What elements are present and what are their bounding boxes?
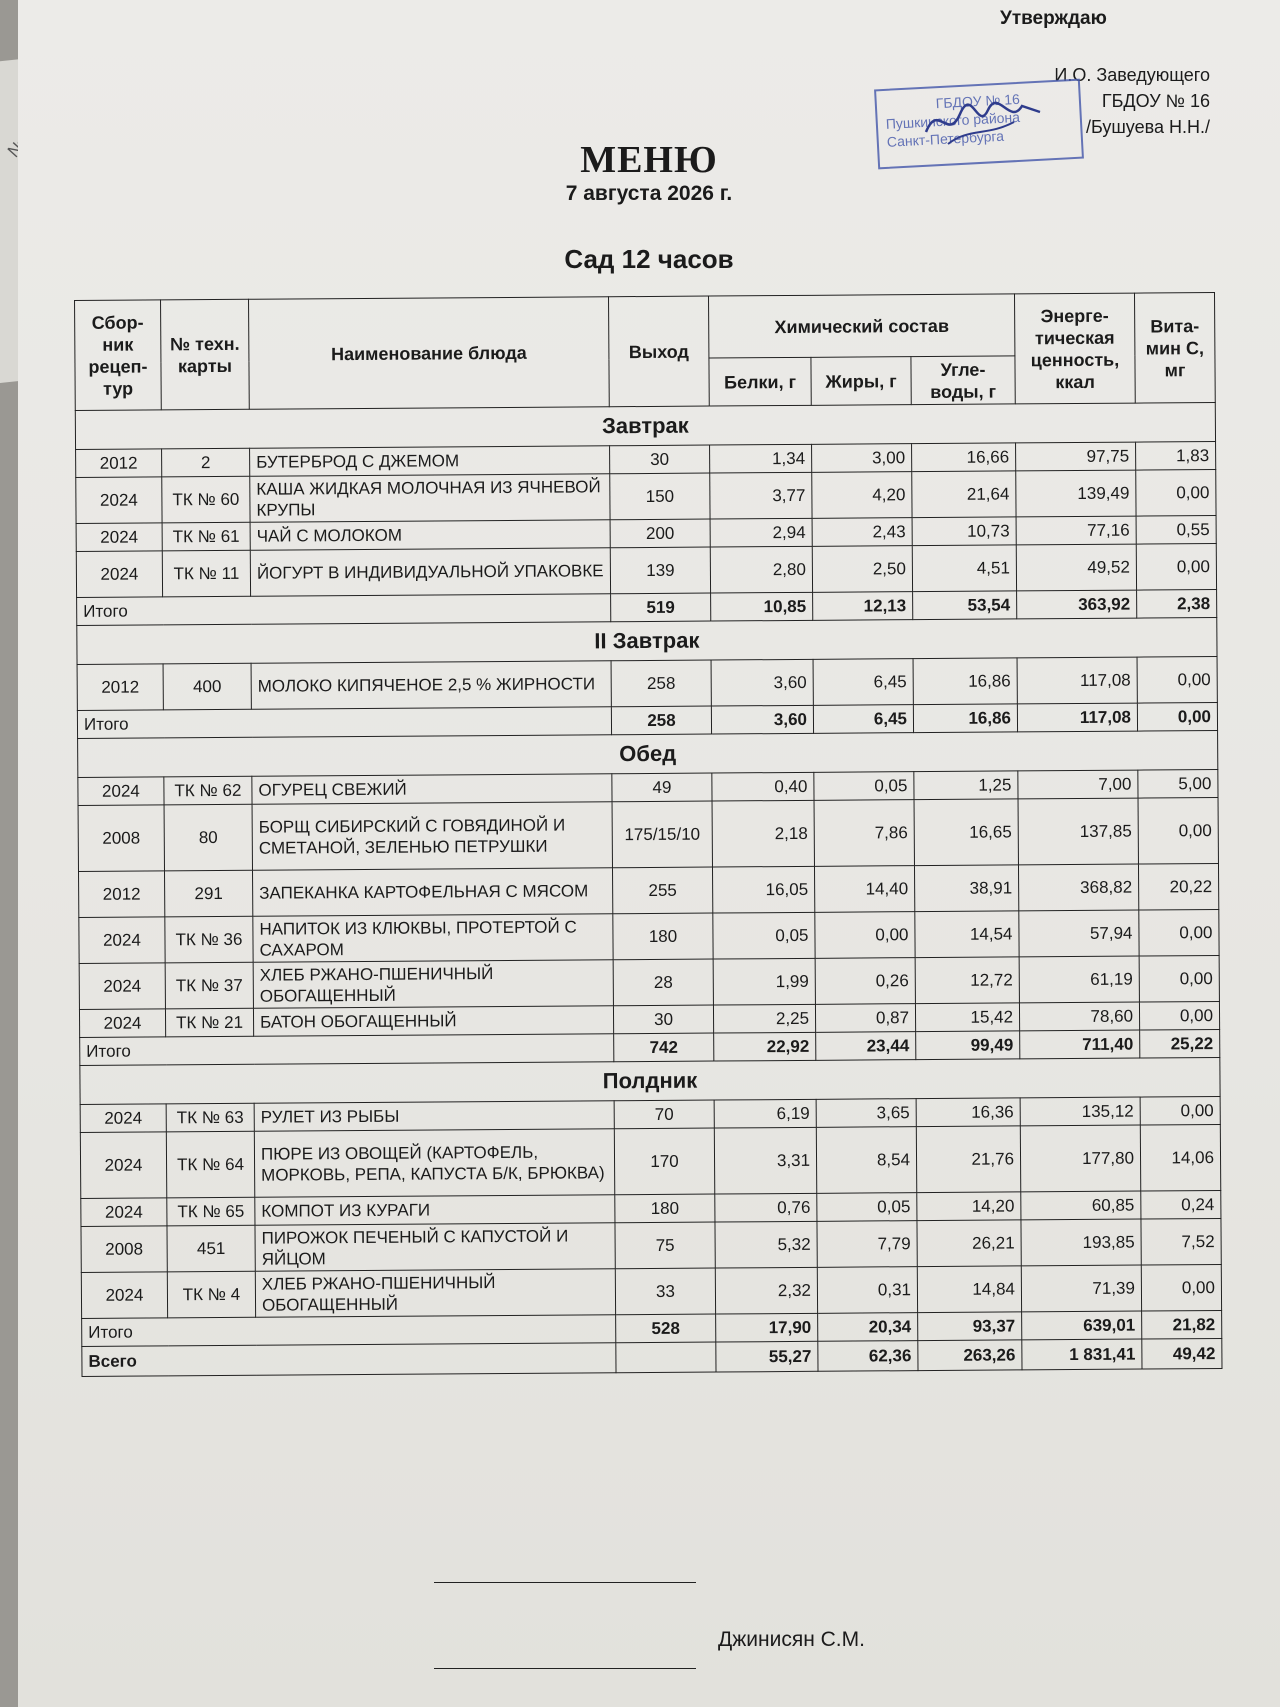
protein-cell: 5,32 — [715, 1221, 817, 1268]
card-cell: ТК № 4 — [167, 1271, 255, 1318]
card-cell: ТК № 61 — [162, 522, 250, 551]
yield-cell: 139 — [610, 547, 710, 594]
fat-cell: 2,43 — [812, 518, 912, 547]
carbs-cell: 14,20 — [917, 1192, 1021, 1221]
dish-name-cell: ХЛЕБ РЖАНО-ПШЕНИЧНЫЙ ОБОГАЩЕННЫЙ — [255, 1269, 615, 1318]
section-title: II Завтрак — [77, 618, 1217, 665]
yield-cell: 200 — [610, 519, 710, 548]
card-cell: 2 — [162, 448, 250, 477]
yield-cell: 30 — [610, 445, 710, 474]
protein-cell: 2,80 — [710, 546, 812, 593]
section-title: Обед — [78, 731, 1218, 778]
fat-cell: 8,54 — [816, 1127, 916, 1194]
fat-cell: 0,05 — [814, 772, 914, 801]
dish-name-cell: ОГУРЕЦ СВЕЖИЙ — [252, 774, 612, 805]
col-yield: Выход — [609, 296, 710, 407]
col-carbs: Угле-воды, г — [911, 356, 1015, 405]
page-title: МЕНЮ — [580, 139, 718, 181]
dish-name-cell: ПЮРЕ ИЗ ОВОЩЕЙ (КАРТОФЕЛЬ, МОРКОВЬ, РЕПА, КАПУСТА Б/К, БРЮКВА) — [254, 1129, 614, 1198]
protein-cell: 55,27 — [716, 1341, 818, 1372]
card-cell: ТК № 36 — [165, 916, 253, 963]
vitc-cell: 0,00 — [1138, 798, 1218, 865]
total-label: Итого — [77, 594, 611, 626]
yield-cell: 70 — [614, 1100, 714, 1129]
protein-cell: 3,31 — [714, 1127, 816, 1194]
collection-cell: 2024 — [76, 477, 162, 524]
card-cell: ТК № 62 — [164, 776, 252, 805]
col-protein: Белки, г — [709, 357, 811, 406]
vitc-cell: 25,22 — [1140, 1030, 1220, 1059]
carbs-cell: 10,73 — [912, 517, 1016, 546]
table-row — [81, 1218, 1221, 1272]
dish-name-cell: КАША ЖИДКАЯ МОЛОЧНАЯ ИЗ ЯЧНЕВОЙ КРУПЫ — [250, 474, 610, 523]
vitc-cell: 0,00 — [1139, 956, 1219, 1003]
fat-cell: 0,05 — [817, 1193, 917, 1222]
carbs-cell: 14,84 — [917, 1266, 1021, 1313]
yield-cell: 258 — [611, 660, 711, 707]
yield-cell: 75 — [615, 1222, 715, 1269]
dish-name-cell: БОРЩ СИБИРСКИЙ С ГОВЯДИНОЙ И СМЕТАНОЙ, ЗЕЛЕНЬЮ ПЕТРУШКИ — [252, 802, 612, 871]
yield-cell — [616, 1342, 716, 1373]
energy-cell: 60,85 — [1021, 1191, 1141, 1220]
card-cell: ТК № 63 — [166, 1103, 254, 1132]
protein-cell: 2,94 — [710, 518, 812, 547]
approver-position: И.О. Заведующего — [1054, 65, 1210, 85]
fat-cell: 3,65 — [816, 1099, 916, 1128]
energy-cell: 61,19 — [1019, 956, 1139, 1003]
fat-cell: 14,40 — [814, 866, 914, 913]
vitc-cell: 21,82 — [1142, 1310, 1222, 1339]
table-row — [77, 657, 1217, 711]
energy-cell: 49,52 — [1016, 544, 1136, 591]
table-row — [79, 910, 1219, 964]
fat-cell: 20,34 — [818, 1313, 918, 1342]
energy-cell: 711,40 — [1020, 1030, 1140, 1059]
protein-cell: 10,85 — [711, 592, 813, 621]
collection-cell: 2024 — [80, 1104, 166, 1133]
vitc-cell: 0,00 — [1136, 470, 1216, 517]
total-label: Итого — [80, 1034, 614, 1066]
protein-cell: 16,05 — [712, 866, 814, 913]
table-row — [79, 956, 1219, 1010]
protein-cell: 0,05 — [713, 912, 815, 959]
yield-cell: 175/15/10 — [612, 801, 712, 868]
approver-name: /Бушуева Н.Н./ — [1085, 117, 1210, 137]
energy-cell: 78,60 — [1019, 1002, 1139, 1031]
carbs-cell: 93,37 — [918, 1312, 1022, 1341]
energy-cell: 7,00 — [1018, 770, 1138, 799]
fat-cell: 6,45 — [813, 659, 913, 706]
fat-cell: 6,45 — [813, 705, 913, 734]
protein-cell: 6,19 — [714, 1099, 816, 1128]
vitc-cell: 0,00 — [1139, 1002, 1219, 1031]
fat-cell: 0,26 — [815, 958, 915, 1005]
carbs-cell: 263,26 — [918, 1340, 1022, 1371]
card-cell: ТК № 11 — [162, 550, 250, 597]
total-label: Итого — [77, 707, 611, 739]
card-cell: ТК № 65 — [167, 1197, 255, 1226]
dish-name-cell: НАПИТОК ИЗ КЛЮКВЫ, ПРОТЕРТОЙ С САХАРОМ — [253, 914, 613, 963]
yield-cell: 33 — [615, 1268, 715, 1315]
energy-cell: 71,39 — [1021, 1265, 1141, 1312]
yield-cell: 255 — [612, 867, 712, 914]
dish-name-cell: ЙОГУРТ В ИНДИВИДУАЛЬНОЙ УПАКОВКЕ — [250, 548, 610, 597]
organization-name: ГБДОУ № 16 — [1101, 91, 1210, 111]
energy-cell: 363,92 — [1017, 590, 1137, 619]
vitc-cell: 0,00 — [1136, 544, 1216, 591]
card-cell: 291 — [165, 870, 253, 917]
fat-cell: 0,31 — [817, 1267, 917, 1314]
protein-cell: 2,32 — [715, 1267, 817, 1314]
dish-name-cell: БУТЕРБРОД С ДЖЕМОМ — [250, 446, 610, 477]
energy-cell: 77,16 — [1016, 516, 1136, 545]
grand-total-label: Всего — [82, 1343, 616, 1377]
table-header — [75, 293, 1216, 411]
energy-cell: 639,01 — [1022, 1311, 1142, 1340]
table-row — [76, 470, 1216, 524]
vitc-cell: 0,00 — [1137, 703, 1217, 732]
vitc-cell: 1,83 — [1136, 442, 1216, 471]
total-label: Итого — [82, 1315, 616, 1347]
vitc-cell: 14,06 — [1140, 1125, 1220, 1192]
energy-cell: 117,08 — [1017, 703, 1137, 732]
vitc-cell: 2,38 — [1137, 590, 1217, 619]
card-cell: 80 — [164, 804, 252, 871]
fat-cell: 2,50 — [812, 546, 912, 593]
carbs-cell: 16,66 — [912, 443, 1016, 472]
yield-cell: 180 — [615, 1194, 715, 1223]
carbs-cell: 26,21 — [917, 1220, 1021, 1267]
protein-cell: 22,92 — [714, 1032, 816, 1061]
fat-cell: 7,86 — [814, 800, 914, 867]
carbs-cell: 4,51 — [912, 545, 1016, 592]
table-row — [76, 544, 1216, 598]
col-energy: Энерге-тическая ценность, ккал — [1014, 293, 1135, 404]
fat-cell: 12,13 — [813, 592, 913, 621]
energy-cell: 368,82 — [1018, 864, 1138, 911]
table-row — [78, 798, 1218, 872]
protein-cell: 0,40 — [712, 772, 814, 801]
fat-cell: 0,87 — [815, 1004, 915, 1033]
vitc-cell: 7,52 — [1141, 1218, 1221, 1265]
carbs-cell: 16,86 — [913, 704, 1017, 733]
carbs-cell: 99,49 — [916, 1031, 1020, 1060]
protein-cell: 1,99 — [713, 958, 815, 1005]
yield-cell: 150 — [610, 473, 710, 520]
dish-name-cell: МОЛОКО КИПЯЧЕНОЕ 2,5 % ЖИРНОСТИ — [251, 661, 611, 710]
table-row — [79, 864, 1219, 918]
card-cell: ТК № 21 — [165, 1008, 253, 1037]
collection-cell: 2008 — [78, 805, 164, 872]
vitc-cell: 0,24 — [1141, 1190, 1221, 1219]
protein-cell: 2,25 — [713, 1004, 815, 1033]
yield-cell: 180 — [613, 913, 713, 960]
protein-cell: 3,60 — [711, 705, 813, 734]
dish-name-cell: РУЛЕТ ИЗ РЫБЫ — [254, 1101, 614, 1132]
card-cell: 451 — [167, 1225, 255, 1272]
collection-cell: 2024 — [78, 777, 164, 806]
collection-cell: 2024 — [76, 551, 162, 598]
yield-cell: 30 — [613, 1005, 713, 1034]
protein-cell: 2,18 — [712, 800, 814, 867]
vitc-cell: 0,00 — [1137, 657, 1217, 704]
col-collection: Сбор-ник рецеп-тур — [75, 300, 162, 411]
table-row — [80, 1125, 1220, 1199]
dish-name-cell: ПИРОЖОК ПЕЧЕНЫЙ С КАПУСТОЙ И ЯЙЦОМ — [255, 1223, 615, 1272]
menu-subtitle: Сад 12 часов — [564, 244, 734, 274]
fat-cell: 4,20 — [812, 472, 912, 519]
menu-page — [18, 0, 1280, 1707]
carbs-cell: 12,72 — [915, 957, 1019, 1004]
collection-cell: 2024 — [80, 1132, 166, 1199]
collection-cell: 2024 — [76, 523, 162, 552]
yield-cell: 528 — [616, 1314, 716, 1343]
menu-date: 7 августа 2026 г. — [565, 182, 733, 205]
collection-cell: 2008 — [81, 1226, 167, 1273]
signature-line — [434, 1582, 696, 1583]
collection-cell: 2024 — [81, 1198, 167, 1227]
protein-cell: 0,76 — [715, 1193, 817, 1222]
protein-cell: 3,60 — [711, 659, 813, 706]
vitc-cell: 0,00 — [1141, 1264, 1221, 1311]
table-row — [81, 1264, 1221, 1318]
energy-cell: 135,12 — [1020, 1097, 1140, 1126]
fat-cell: 23,44 — [816, 1032, 916, 1061]
energy-cell: 137,85 — [1018, 798, 1138, 865]
fat-cell: 62,36 — [818, 1341, 918, 1372]
carbs-cell: 53,54 — [913, 591, 1017, 620]
fat-cell: 3,00 — [812, 444, 912, 473]
col-chem: Химический состав — [709, 294, 1015, 358]
energy-cell: 117,08 — [1017, 657, 1137, 704]
protein-cell: 17,90 — [716, 1313, 818, 1342]
vitc-cell: 0,55 — [1136, 516, 1216, 545]
protein-cell: 1,34 — [710, 444, 812, 473]
approve-label: Утверждаю — [1000, 8, 1107, 29]
dish-name-cell: ХЛЕБ РЖАНО-ПШЕНИЧНЫЙ ОБОГАЩЕННЫЙ — [253, 960, 613, 1009]
vitc-cell: 0,00 — [1139, 910, 1219, 957]
carbs-cell: 1,25 — [914, 771, 1018, 800]
collection-cell: 2012 — [76, 449, 162, 478]
stamp-line: Санкт-Петербурга — [886, 127, 1005, 150]
carbs-cell: 15,42 — [915, 1003, 1019, 1032]
signer-name: Джинисян С.М. — [718, 1628, 865, 1651]
energy-cell: 1 831,41 — [1022, 1339, 1142, 1370]
collection-cell: 2024 — [79, 1009, 165, 1038]
energy-cell: 57,94 — [1019, 910, 1139, 957]
col-name: Наименование блюда — [249, 297, 610, 410]
vitc-cell: 49,42 — [1142, 1338, 1222, 1369]
menu-table — [74, 292, 1222, 1377]
dish-name-cell: ЧАЙ С МОЛОКОМ — [250, 520, 610, 551]
carbs-cell: 16,65 — [914, 799, 1018, 866]
table-body — [75, 403, 1222, 1377]
collection-cell: 2024 — [81, 1272, 167, 1319]
card-cell: 400 — [163, 663, 251, 710]
carbs-cell: 38,91 — [914, 865, 1018, 912]
yield-cell: 519 — [611, 593, 711, 622]
carbs-cell: 21,76 — [916, 1126, 1020, 1193]
energy-cell: 97,75 — [1016, 442, 1136, 471]
energy-cell: 139,49 — [1016, 470, 1136, 517]
collection-cell: 2012 — [77, 664, 163, 711]
card-cell: ТК № 64 — [166, 1131, 254, 1198]
carbs-cell: 16,36 — [916, 1098, 1020, 1127]
stamp-line: Пушкинского района — [885, 108, 1021, 132]
carbs-cell: 16,86 — [913, 658, 1017, 705]
yield-cell: 170 — [614, 1128, 714, 1195]
fat-cell: 7,79 — [817, 1221, 917, 1268]
col-card: № техн. карты — [161, 299, 250, 410]
energy-cell: 193,85 — [1021, 1219, 1141, 1266]
dish-name-cell: ЗАПЕКАНКА КАРТОФЕЛЬНАЯ С МЯСОМ — [252, 868, 612, 917]
section-title: Завтрак — [75, 403, 1215, 450]
yield-cell: 28 — [613, 959, 713, 1006]
signature-line — [434, 1668, 696, 1669]
section-title: Полдник — [80, 1058, 1220, 1105]
dish-name-cell: БАТОН ОБОГАЩЕННЫЙ — [253, 1006, 613, 1037]
card-cell: ТК № 60 — [162, 476, 250, 523]
yield-cell: 49 — [612, 773, 712, 802]
energy-cell: 177,80 — [1020, 1125, 1140, 1192]
carbs-cell: 14,54 — [915, 911, 1019, 958]
carbs-cell: 21,64 — [912, 471, 1016, 518]
vitc-cell: 0,00 — [1140, 1097, 1220, 1126]
protein-cell: 3,77 — [710, 472, 812, 519]
col-vitc: Вита-мин С, мг — [1134, 293, 1215, 404]
collection-cell: 2024 — [79, 917, 165, 964]
card-cell: ТК № 37 — [165, 962, 253, 1009]
collection-cell: 2012 — [79, 871, 165, 918]
dish-name-cell: КОМПОТ ИЗ КУРАГИ — [255, 1195, 615, 1226]
yield-cell: 258 — [611, 706, 711, 735]
vitc-cell: 5,00 — [1138, 770, 1218, 799]
vitc-cell: 20,22 — [1138, 864, 1218, 911]
collection-cell: 2024 — [79, 963, 165, 1010]
fat-cell: 0,00 — [815, 912, 915, 959]
stamp-line: ГБДОУ № 16 — [935, 90, 1021, 112]
col-fat: Жиры, г — [811, 357, 911, 406]
yield-cell: 742 — [614, 1033, 714, 1062]
